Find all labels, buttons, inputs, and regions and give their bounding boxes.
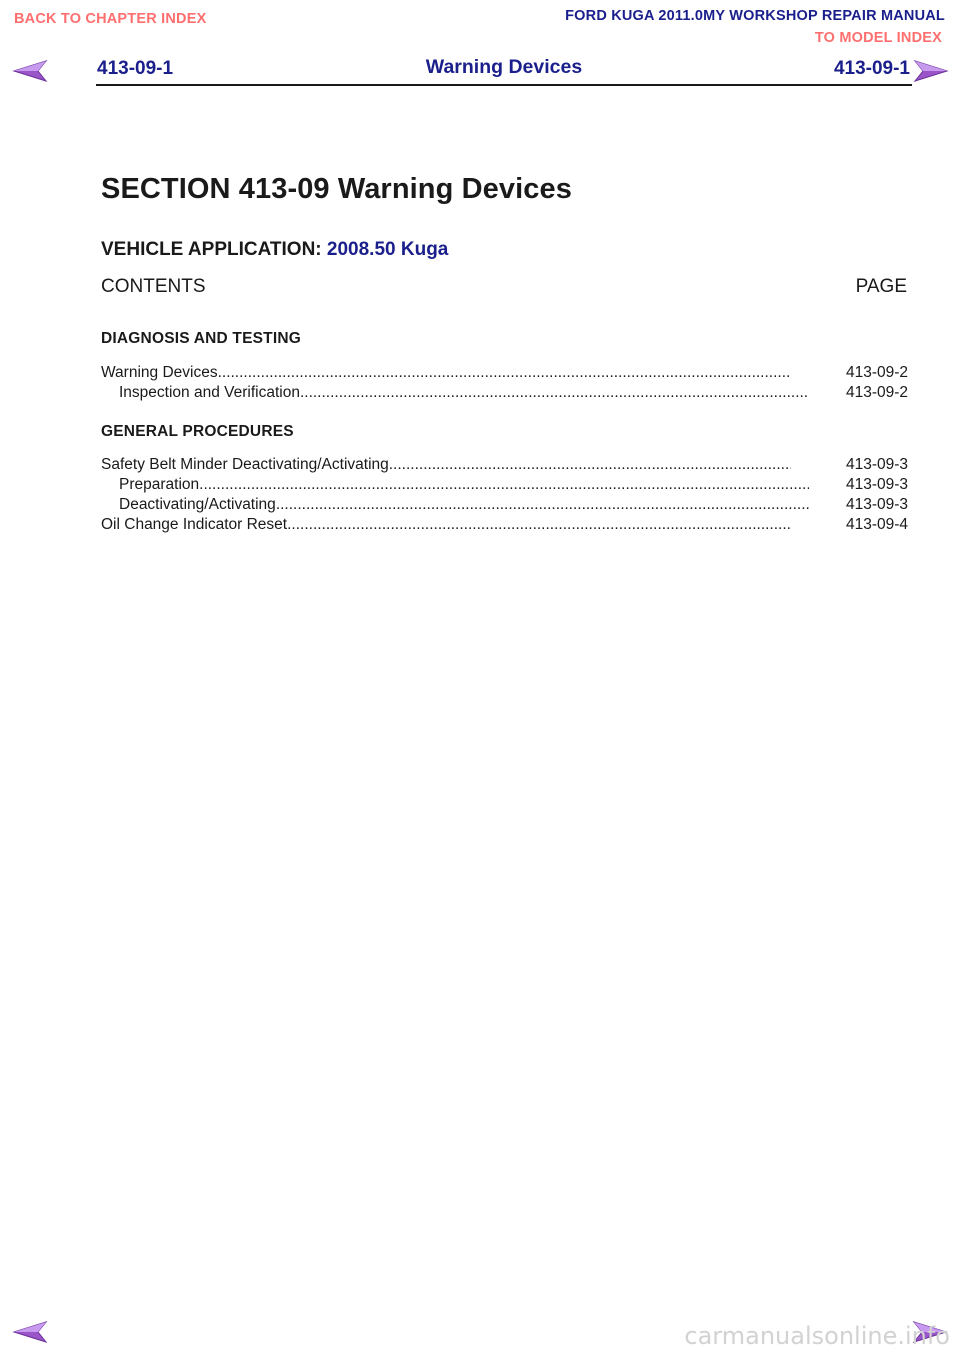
toc-entry-page: 413-09-4 <box>845 516 908 533</box>
watermark: carmanualsonline.info <box>684 1322 950 1350</box>
to-model-index-link[interactable]: TO MODEL INDEX <box>814 30 942 46</box>
toc-entry[interactable] <box>101 496 908 516</box>
toc-entry-page: 413-09-3 <box>845 456 908 473</box>
page-code-right: 413-09-1 <box>833 58 910 79</box>
toc-entry-page: 413-09-2 <box>845 364 908 381</box>
contents-label: CONTENTS <box>101 276 206 297</box>
toc-entry[interactable] <box>101 364 908 384</box>
section-title: SECTION 413-09 Warning Devices <box>101 173 572 205</box>
header-title: Warning Devices <box>425 56 583 78</box>
vehicle-application-label: VEHICLE APPLICATION: <box>101 239 322 260</box>
toc-entry-title: Oil Change Indicator Reset ..... <box>101 516 791 534</box>
arrow-left-icon[interactable] <box>12 1320 48 1344</box>
toc-entry-title: Deactivating/Activating ..... <box>119 496 809 514</box>
vehicle-application-value: 2008.50 Kuga <box>326 239 449 260</box>
toc-entry-page: 413-09-2 <box>845 384 908 401</box>
back-to-chapter-index-link[interactable]: BACK TO CHAPTER INDEX <box>14 11 207 27</box>
toc-entry-title: Preparation ..... <box>119 476 809 494</box>
toc-entry[interactable] <box>101 384 908 404</box>
vehicle-application <box>101 239 448 261</box>
toc-entry-title: Warning Devices ..... <box>101 364 791 382</box>
toc-entry[interactable] <box>101 456 908 476</box>
arrow-right-icon[interactable] <box>913 59 949 83</box>
arrow-left-icon[interactable] <box>12 59 48 83</box>
header-rule <box>96 84 912 86</box>
toc-entry-title: Inspection and Verification ..... <box>119 384 809 402</box>
page-column-label: PAGE <box>855 276 907 297</box>
toc-entry-page: 413-09-3 <box>845 476 908 493</box>
toc-group-heading: GENERAL PROCEDURES <box>101 423 294 440</box>
toc-entry[interactable] <box>101 516 908 536</box>
toc-entry-page: 413-09-3 <box>845 496 908 513</box>
toc-group-heading: DIAGNOSIS AND TESTING <box>101 330 301 347</box>
toc-entry-title: Safety Belt Minder Deactivating/Activating ..... <box>101 456 791 474</box>
manual-title: FORD KUGA 2011.0MY WORKSHOP REPAIR MANUAL <box>565 8 945 24</box>
toc-entry[interactable] <box>101 476 908 496</box>
page-code-left: 413-09-1 <box>97 58 174 79</box>
